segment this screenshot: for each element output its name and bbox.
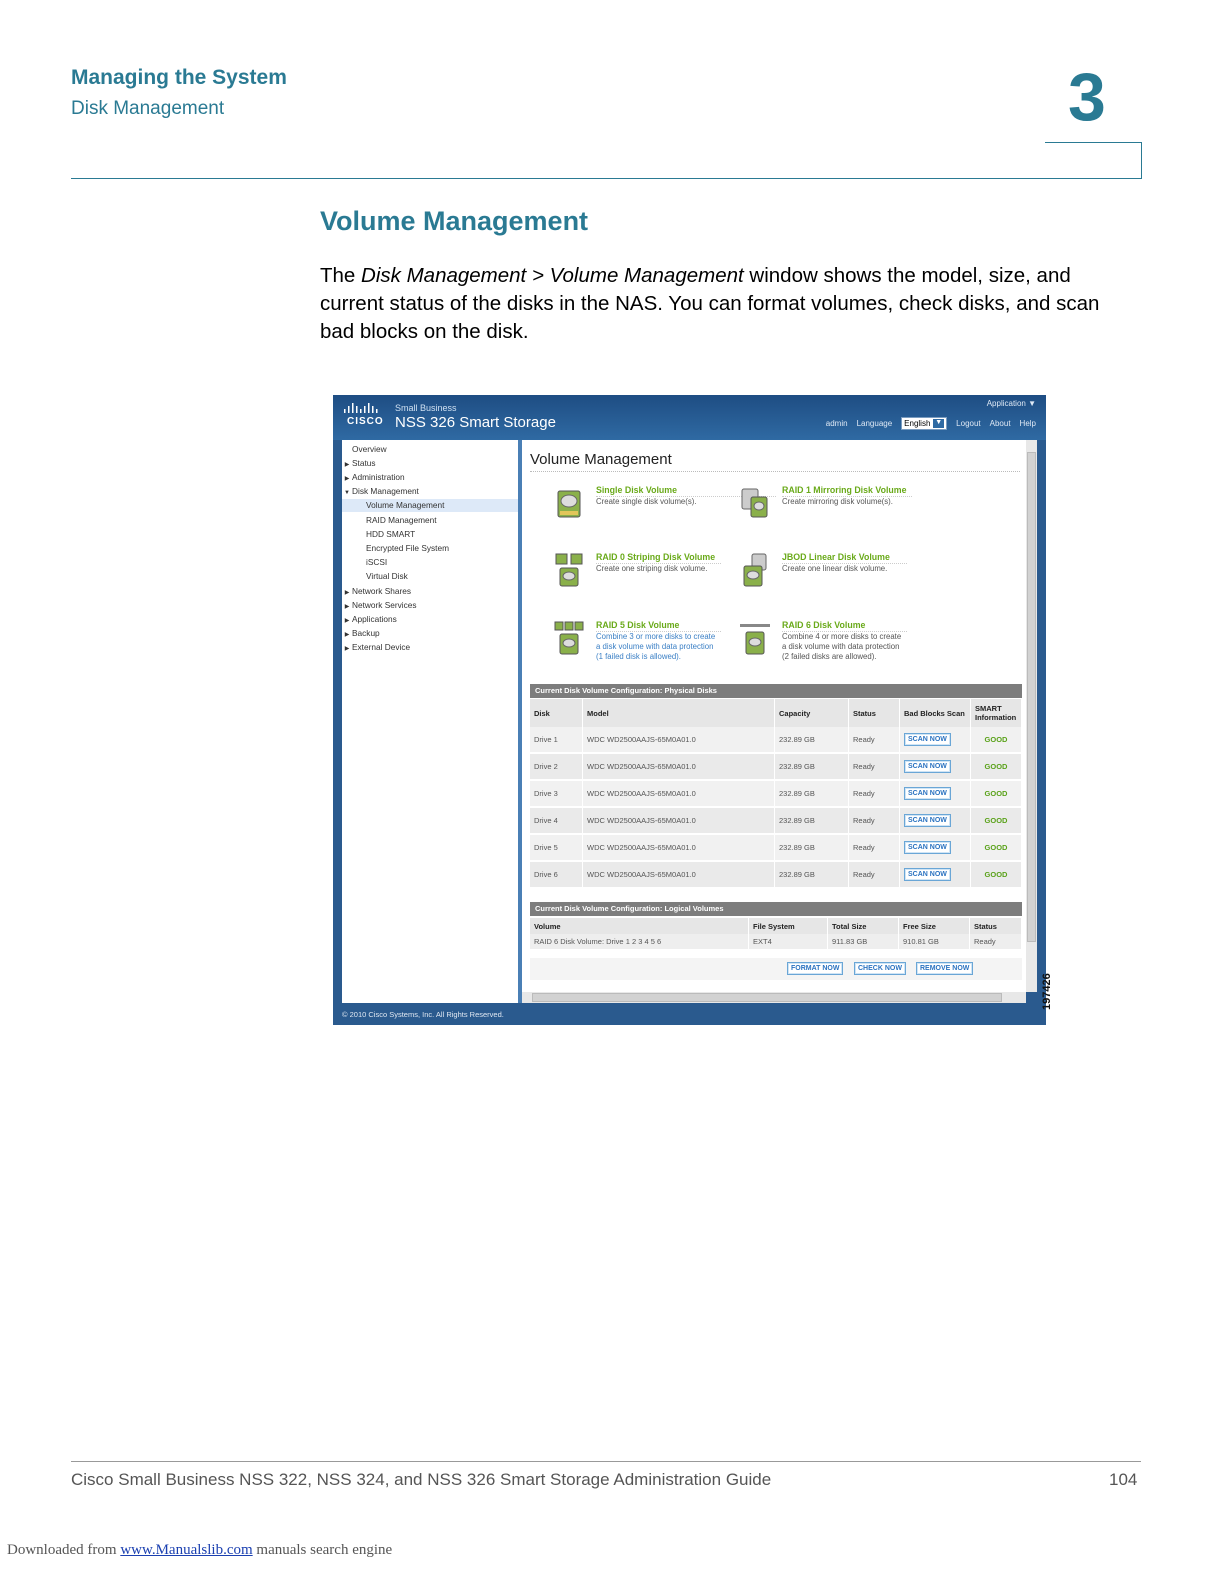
raid5-disk-icon (554, 620, 584, 656)
smart-cell: GOOD (971, 807, 1022, 834)
option-raid1[interactable] (782, 485, 912, 507)
smart-cell: GOOD (971, 727, 1022, 753)
nav-label: Backup (352, 628, 380, 638)
model-cell: WDC WD2500AAJS-65M0A01.0 (583, 807, 775, 834)
sidebar-item-raid-management[interactable] (366, 515, 437, 525)
table-row (530, 934, 1022, 950)
option-desc: Combine 3 or more disks to create a disk volume with data protection (1 failed disk is allowed). (596, 631, 721, 662)
scan-now-button[interactable]: SCAN NOW (904, 814, 951, 827)
user-bar (826, 417, 1036, 430)
model-cell: WDC WD2500AAJS-65M0A01.0 (583, 834, 775, 861)
expand-arrow-icon: ▶ (344, 618, 350, 624)
cisco-logo-text: CISCO (347, 416, 384, 427)
mirror-disk-icon (740, 485, 770, 521)
linear-disk-icon (740, 552, 770, 588)
page-title: Volume Management (530, 451, 672, 468)
scan-cell (900, 727, 971, 753)
model-cell: WDC WD2500AAJS-65M0A01.0 (583, 727, 775, 753)
sidebar-item-applications[interactable] (342, 614, 397, 624)
download-notice (7, 1542, 392, 1559)
disk-cell: Drive 6 (530, 861, 583, 888)
model-cell: WDC WD2500AAJS-65M0A01.0 (583, 861, 775, 888)
striping-disk-icon (554, 552, 584, 588)
column-header: Status (849, 699, 900, 727)
user-name: admin (825, 419, 848, 428)
status-cell: Ready (849, 861, 900, 888)
option-title: RAID 5 Disk Volume (596, 620, 680, 630)
chapter-number: 3 (1068, 59, 1106, 135)
horizontal-scrollbar[interactable] (522, 992, 1026, 1003)
vertical-scrollbar[interactable] (1026, 440, 1037, 992)
main-panel (522, 440, 1026, 992)
model-cell: WDC WD2500AAJS-65M0A01.0 (583, 780, 775, 807)
sidebar-item-overview[interactable] (342, 444, 387, 454)
check-now-button[interactable]: CHECK NOW (854, 962, 906, 975)
sidebar-item-volume-management[interactable] (342, 499, 518, 512)
logical-volumes-bar: Current Disk Volume Configuration: Logical Volumes (530, 902, 1022, 916)
disk-cell: Drive 4 (530, 807, 583, 834)
physical-disks-table (530, 699, 1022, 889)
nav-label: Applications (352, 614, 397, 624)
scan-cell (900, 861, 971, 888)
logout-link[interactable]: Logout (956, 419, 981, 428)
remove-now-button[interactable]: REMOVE NOW (916, 962, 973, 975)
sidebar-item-network-shares[interactable] (342, 586, 411, 596)
column-header: Free Size (899, 918, 970, 934)
smart-cell: GOOD (971, 753, 1022, 780)
status-cell: Ready (849, 727, 900, 753)
option-raid5[interactable] (596, 620, 721, 662)
volume-actions (530, 958, 1022, 980)
column-header: Volume (530, 918, 749, 934)
sidebar-item-administration[interactable] (342, 472, 405, 482)
language-value: English (904, 419, 931, 428)
status-cell: Ready (849, 807, 900, 834)
format-now-button[interactable]: FORMAT NOW (787, 962, 843, 975)
intro-rest: window shows the model, size, and current status of the disks in the NAS. You can format volumes, check disks, and scan bad blocks on the disk. (320, 264, 1100, 343)
copyright-text: © 2010 Cisco Systems, Inc. All Rights Reserved. (342, 1010, 504, 1019)
capacity-cell: 232.89 GB (775, 807, 849, 834)
total-size-cell: 911.83 GB (828, 934, 899, 950)
download-suffix: manuals search engine (252, 1542, 393, 1558)
app-header (333, 395, 1046, 440)
option-desc: Create one linear disk volume. (782, 563, 907, 574)
smart-cell: GOOD (971, 861, 1022, 888)
table-row (530, 834, 1022, 861)
nav-label: RAID Management (366, 515, 437, 525)
table-row (530, 727, 1022, 753)
option-desc: Create mirroring disk volume(s). (782, 496, 912, 507)
chevron-down-icon: ▼ (935, 419, 943, 426)
status-cell: Ready (849, 834, 900, 861)
column-header: Total Size (828, 918, 899, 934)
nav-label: Status (352, 458, 376, 468)
intro-prefix: The (320, 264, 362, 287)
nav-label: Network Shares (352, 586, 412, 596)
page-number: 104 (1109, 1470, 1138, 1489)
screenshot-figure (333, 395, 1046, 1025)
table-row (530, 807, 1022, 834)
sidebar-item-backup[interactable] (342, 628, 380, 638)
expand-arrow-icon: ▶ (344, 590, 350, 596)
nav-label: Disk Management (352, 486, 419, 496)
language-select[interactable] (901, 417, 947, 430)
disk-cell: Drive 1 (530, 727, 583, 753)
nav-label: iSCSI (366, 557, 388, 567)
sidebar-item-external-device[interactable] (342, 642, 410, 652)
sidebar-item-hdd-smart[interactable] (366, 529, 415, 539)
nav-label: External Device (352, 642, 411, 652)
intro-paragraph (320, 262, 1120, 346)
option-desc: Create single disk volume(s). (596, 496, 776, 507)
option-title: RAID 0 Striping Disk Volume (596, 552, 716, 562)
status-cell: Ready (849, 780, 900, 807)
fs-cell: EXT4 (749, 934, 828, 950)
column-header: Capacity (775, 699, 849, 727)
expand-arrow-icon: ▶ (344, 476, 350, 482)
column-header: SMART Information (971, 699, 1022, 727)
scan-cell (900, 807, 971, 834)
option-raid6[interactable] (782, 620, 907, 662)
column-header: Bad Blocks Scan (900, 699, 971, 727)
chapter-title: Managing the System (71, 66, 287, 89)
scan-cell (900, 753, 971, 780)
expand-arrow-icon: ▶ (344, 646, 350, 652)
chapter-box (1045, 142, 1142, 179)
header-rule (71, 178, 1141, 179)
collapse-arrow-icon: ▼ (344, 490, 350, 496)
section-subtitle: Disk Management (71, 98, 225, 119)
smart-cell: GOOD (971, 834, 1022, 861)
manualslib-link[interactable]: www.Manualslib.com (120, 1542, 253, 1558)
option-title: Single Disk Volume (596, 485, 677, 495)
nav-label: Network Services (352, 600, 417, 610)
sidebar-item-encrypted-fs[interactable] (366, 543, 449, 553)
model-cell: WDC WD2500AAJS-65M0A01.0 (583, 753, 775, 780)
column-header: Status (970, 918, 1022, 934)
nav-label: Volume Management (366, 500, 445, 510)
column-header: Model (583, 699, 775, 727)
capacity-cell: 232.89 GB (775, 780, 849, 807)
capacity-cell: 232.89 GB (775, 753, 849, 780)
disk-cell: Drive 2 (530, 753, 583, 780)
capacity-cell: 232.89 GB (775, 727, 849, 753)
option-title: RAID 1 Mirroring Disk Volume (782, 485, 907, 495)
table-row (530, 780, 1022, 807)
table-row (530, 753, 1022, 780)
section-heading: Volume Management (320, 206, 589, 236)
status-cell: Ready (970, 934, 1022, 950)
cisco-logo-icon (343, 403, 387, 415)
option-title: RAID 6 Disk Volume (782, 620, 866, 630)
scan-now-button[interactable]: SCAN NOW (904, 841, 951, 854)
free-size-cell: 910.81 GB (899, 934, 970, 950)
intro-italic-path: Disk Management > Volume Management (361, 264, 744, 287)
logical-volumes-table (530, 918, 1022, 951)
option-desc: Create one striping disk volume. (596, 563, 721, 574)
column-header: Disk (530, 699, 583, 727)
option-jbod[interactable] (782, 552, 907, 574)
nav-label: HDD SMART (366, 529, 416, 539)
volume-cell: RAID 6 Disk Volume: Drive 1 2 3 4 5 6 (530, 934, 749, 950)
nav-label: Virtual Disk (366, 571, 408, 581)
smart-cell: GOOD (971, 780, 1022, 807)
expand-arrow-icon: ▶ (344, 632, 350, 638)
footer-rule (71, 1461, 1141, 1462)
scan-now-button[interactable]: SCAN NOW (904, 868, 951, 881)
about-link[interactable]: About (989, 419, 1011, 428)
option-desc: Combine 4 or more disks to create a disk volume with data protection (2 failed disks are allowed). (782, 631, 907, 662)
expand-arrow-icon: ▶ (344, 462, 350, 468)
small-business-label: Small Business (395, 403, 457, 413)
sidebar-item-disk-management[interactable] (342, 486, 419, 496)
footer-guide-title: Cisco Small Business NSS 322, NSS 324, and NSS 326 Smart Storage Administration Guide (71, 1470, 772, 1489)
nav-label: Overview (352, 444, 387, 454)
app-title: NSS 326 Smart Storage (395, 414, 556, 431)
language-label: Language (856, 419, 893, 428)
download-prefix: Downloaded from (7, 1542, 121, 1558)
sidebar-item-network-services[interactable] (342, 600, 417, 610)
sidebar-item-status[interactable] (342, 458, 376, 468)
disk-cell: Drive 5 (530, 834, 583, 861)
expand-arrow-icon: ▶ (344, 604, 350, 610)
raid6-disk-icon (740, 620, 770, 656)
column-header: File System (749, 918, 828, 934)
application-menu[interactable]: Application ▼ (986, 399, 1036, 408)
nav-label: Administration (352, 472, 405, 482)
scrollbar-thumb[interactable] (532, 993, 1002, 1002)
help-link[interactable]: Help (1019, 419, 1036, 428)
scan-now-button[interactable]: SCAN NOW (904, 733, 951, 746)
scan-cell (900, 780, 971, 807)
status-cell: Ready (849, 753, 900, 780)
nav-label: Encrypted File System (366, 543, 449, 553)
scan-cell (900, 834, 971, 861)
sidebar-item-virtual-disk[interactable] (366, 571, 408, 581)
option-raid0[interactable] (596, 552, 721, 574)
sidebar-nav (342, 440, 518, 1003)
capacity-cell: 232.89 GB (775, 861, 849, 888)
option-title: JBOD Linear Disk Volume (782, 552, 890, 562)
disk-cell: Drive 3 (530, 780, 583, 807)
scan-now-button[interactable]: SCAN NOW (904, 787, 951, 800)
table-row (530, 861, 1022, 888)
sidebar-item-iscsi[interactable] (366, 557, 387, 567)
disk-drive-icon (554, 485, 584, 521)
physical-disks-bar: Current Disk Volume Configuration: Physical Disks (530, 684, 1022, 698)
title-divider (530, 471, 1020, 472)
scan-now-button[interactable]: SCAN NOW (904, 760, 951, 773)
figure-number: 197426 (1041, 973, 1053, 1010)
scrollbar-thumb[interactable] (1027, 452, 1036, 942)
capacity-cell: 232.89 GB (775, 834, 849, 861)
